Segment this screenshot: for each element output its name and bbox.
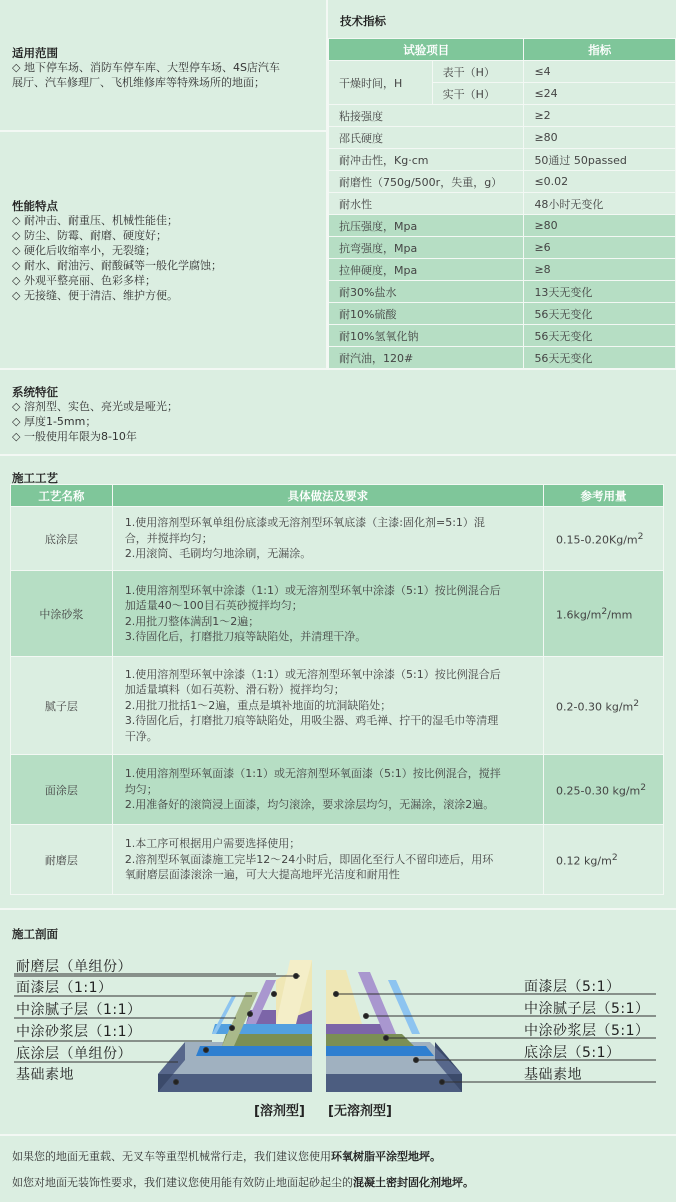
process-desc [112,657,543,755]
process-desc-line: 1.本工序可根据用户需要选择使用； [124,837,301,851]
left-layer-primer-strip [196,1046,312,1056]
left-label: 基础素地 [16,1067,74,1083]
leader-dot [294,974,299,979]
performance-line: ◇ 耐水、耐油污、耐酸碱等一般化学腐蚀； [12,259,222,272]
left-label: 中涂砂浆层（1:1） [16,1024,142,1040]
process-name: 底涂层 [11,507,113,571]
tech-item: 拉伸硬度，Mpa [329,259,524,281]
caption-solvent: [溶剂型] [254,1104,305,1119]
right-layer-primer-strip [326,1046,434,1056]
process-usage-value: 0.15-0.20Kg/m [556,533,638,547]
performance-title: 性能特点 [12,199,58,213]
left-label: 面漆层（1:1） [16,980,113,996]
tech-panel [328,0,676,370]
right-label: 中涂砂浆层（5:1） [524,1023,650,1039]
performance-line: ◇ 耐冲击、耐重压、机械性能佳； [12,214,178,227]
leader-dot [272,992,277,997]
application-line: 展厅、汽车修理厂、飞机维修库等特殊场所的地面； [12,76,265,89]
process-col-usage: 参考用量 [544,485,664,507]
tech-item: 邵氏硬度 [329,127,524,149]
process-desc-line: 3.待固化后，打磨批刀痕等缺陷处，用吸尘器、鸡毛禅、拧干的湿毛巾等清理 [124,714,499,728]
right-layer-mortar [326,1034,414,1046]
application-title: 适用范围 [12,46,58,60]
process-desc-line: 2.溶剂型环氧面漆施工完毕12～24小时后，即固化至行人不留印迹后，用环 [124,852,494,866]
tech-item: 耐30%盐水 [329,281,524,303]
footer-line2-text: 如您对地面无装饰性要求，我们建议您使用能有效防止地面起砂起尘的 [12,1176,353,1189]
performance-line: ◇ 防尘、防霉、耐磨、硬度好； [12,229,167,242]
system-line: ◇ 厚度1-5mm； [12,415,97,428]
process-desc-line: 1.使用溶剂型环氧面漆（1:1）或无溶剂型环氧面漆（5:1）按比例混合，搅拌 [124,767,501,781]
tech-dry-value: ≤4 [524,61,676,83]
process-usage-value: 0.2-0.30 kg/m [556,700,634,714]
process-desc-line: 2.用批刀批括1～2遍，重点是填补地面的坑洞缺陷处； [124,698,392,712]
tech-value: 13天无变化 [524,281,676,303]
process-name: 面涂层 [11,755,113,825]
leader-dot [204,1048,209,1053]
process-usage-sup: 2 [637,530,644,542]
performance-line: ◇ 硬化后收缩率小，无裂缝； [12,244,156,257]
process-usage-value: 0.12 kg/m [556,854,612,868]
tech-value: ≥80 [524,215,676,237]
tech-dry-value: ≤24 [524,83,676,105]
process-usage-sup: 2 [640,781,647,793]
right-layer-top [326,970,362,1024]
process-usage-sup: 2 [633,697,640,709]
left-layer-mortar [212,1024,312,1034]
tech-col-value: 指标 [524,39,676,61]
process-panel [0,456,676,908]
tech-table [328,38,676,369]
tech-item: 耐冲击性，Kg·cm [329,149,524,171]
process-desc [112,571,543,657]
tech-item: 耐磨性（750g/500r，失重，g） [329,171,524,193]
process-usage [544,825,664,895]
right-label: 底涂层（5:1） [524,1045,621,1061]
leader-dot [384,1036,389,1041]
process-desc [112,755,543,825]
footer-line1-text: 如果您的地面无重载、无叉车等重型机械常行走，我们建议您使用 [12,1150,331,1163]
tech-item: 抗压强度，Mpa [329,215,524,237]
system-line: ◇ 溶剂型、实色、亮光或是哑光； [12,400,178,413]
process-usage [544,507,664,571]
application-panel [0,0,326,130]
process-desc-line: 2.用批刀整体满刮1～2遍； [124,614,260,628]
tech-value: ≥6 [524,237,676,259]
right-label: 基础素地 [524,1067,582,1083]
tech-item: 粘接强度 [329,105,524,127]
leader-dot [230,1026,235,1031]
leader-dot [364,1014,369,1019]
process-desc-line: 均匀； [124,782,158,796]
process-usage-tail: /mm [607,608,633,622]
tech-dry-sub: 实干（H） [432,83,524,105]
performance-line: ◇ 外观平整亮丽、色彩多样； [12,274,156,287]
tech-value: 48小时无变化 [524,193,676,215]
leader-dot [248,1012,253,1017]
process-desc-line: 1.使用溶剂型环氧单组份底漆或无溶剂型环氧底漆（主漆:固化剂=5:1）混 [124,516,485,530]
caption-solvent-free: [无溶剂型] [328,1104,392,1119]
tech-item: 耐汽油，120# [329,347,524,369]
leader-dot [174,1080,179,1085]
footer-line2-bold: 混凝土密封固化剂地坪。 [353,1176,474,1189]
tech-dry-label: 干燥时间，H [329,61,433,105]
tech-value: 56天无变化 [524,347,676,369]
footer-line [12,1175,474,1191]
tech-dry-sub: 表干（H） [432,61,524,83]
tech-col-item: 试验项目 [329,39,524,61]
tech-value: 50通过 50passed [524,149,676,171]
process-desc-line: 干净。 [124,729,158,743]
process-title: 施工工艺 [12,471,58,485]
process-usage [544,571,664,657]
process-desc-line: 合，并搅拌均匀； [124,531,213,545]
footer-line1-bold: 环氧树脂平涂型地坪。 [331,1150,441,1163]
process-usage [544,755,664,825]
process-desc-line: 2.用准备好的滚筒浸上面漆，均匀滚涂，要求涂层均匀，无漏涂，滚涂2遍。 [124,798,495,812]
process-name: 耐磨层 [11,825,113,895]
leader-dot [334,992,339,997]
leader-dot [414,1058,419,1063]
system-panel [0,370,676,454]
right-label: 中涂腻子层（5:1） [524,1001,650,1017]
application-line: ◇ 地下停车场、消防车停车库、大型停车场、4S店汽车 [12,61,280,74]
section-title: 施工剖面 [12,927,58,941]
performance-line: ◇ 无接缝、便于清洁、维护方便。 [12,289,178,302]
footer-panel [0,1136,676,1202]
left-label: 中涂腻子层（1:1） [16,1002,142,1018]
process-desc-line: 加适量40～100目石英砂搅拌均匀； [124,599,303,612]
tech-item: 耐水性 [329,193,524,215]
process-desc-line: 加适量填料（如石英粉、滑石粉）搅拌均匀； [124,683,345,697]
process-col-name: 工艺名称 [11,485,113,507]
right-stack [326,970,462,1092]
tech-value: ≥8 [524,259,676,281]
tech-value: ≥80 [524,127,676,149]
performance-panel [0,132,326,368]
process-desc-line: 1.使用溶剂型环氧中涂漆（1:1）或无溶剂型环氧中涂漆（5:1）按比例混合后 [124,667,501,681]
left-label: 底涂层（单组份） [16,1046,132,1062]
system-line: ◇ 一般使用年限为8-10年 [12,430,137,443]
process-usage-sup: 2 [611,851,618,863]
process-desc-line: 1.使用溶剂型环氧中涂漆（1:1）或无溶剂型环氧中涂漆（5:1）按比例混合后 [124,583,501,597]
process-desc-line: 2.用滚筒、毛刷均匀地涂刷，无漏涂。 [124,547,312,561]
process-name: 中涂砂浆 [11,571,113,657]
tech-value: 56天无变化 [524,303,676,325]
left-stack [158,960,312,1092]
process-usage-sup: 2 [601,605,608,617]
process-name: 腻子层 [11,657,113,755]
footer-line [12,1149,441,1165]
process-usage-value: 0.25-0.30 kg/m [556,784,641,798]
tech-title: 技术指标 [340,14,386,28]
left-layer-base [158,1074,312,1092]
process-desc [112,825,543,895]
process-table [10,484,664,895]
tech-value: ≥2 [524,105,676,127]
process-desc-line: 氧耐磨层面漆滚涂一遍，可大大提高地坪光洁度和耐用性 [124,868,400,882]
leader-dot [440,1080,445,1085]
tech-item: 抗弯强度，Mpa [329,237,524,259]
process-usage-value: 1.6kg/m [556,608,602,622]
tech-value: 56天无变化 [524,325,676,347]
tech-item: 耐10%硫酸 [329,303,524,325]
process-desc-line: 3.待固化后，打磨批刀痕等缺陷处，并清理干净。 [124,630,367,643]
right-label: 面漆层（5:1） [524,979,621,995]
process-col-method: 具体做法及要求 [112,485,543,507]
tech-item: 耐10%氢氧化钠 [329,325,524,347]
system-title: 系统特征 [12,385,58,399]
left-label: 耐磨层（单组份） [16,959,132,975]
tech-value: ≤0.02 [524,171,676,193]
right-layer-putty [326,1024,388,1034]
process-desc [112,507,543,571]
section-panel [0,910,676,1134]
process-usage [544,657,664,755]
right-layer-mortar-side [388,980,420,1034]
